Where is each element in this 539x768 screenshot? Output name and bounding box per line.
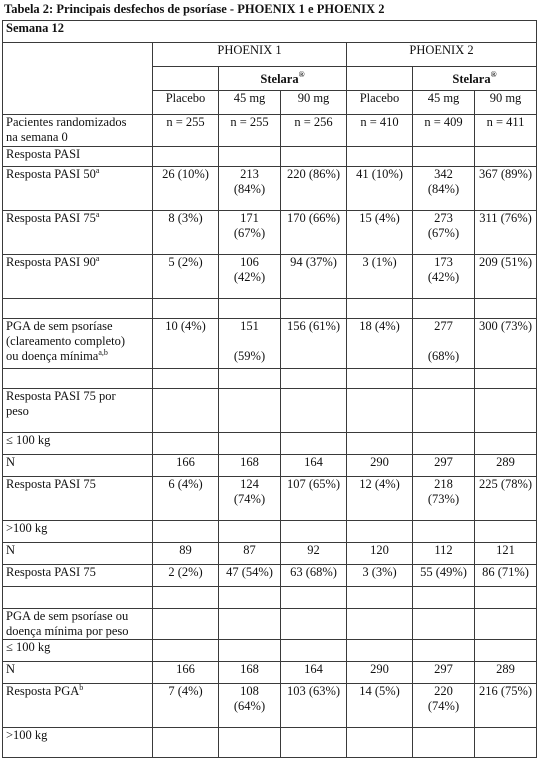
row-le100 — [3, 433, 537, 455]
row-label: Pacientes randomizados na semana 0 — [3, 115, 153, 147]
table-cell: 5 (2%) — [153, 255, 219, 299]
drug-header-1 — [219, 67, 347, 91]
header-row-studies — [3, 43, 537, 67]
row-pasi75-gt100 — [3, 565, 537, 587]
table-cell: 216 (75%) — [475, 684, 537, 728]
row-pasi75 — [3, 211, 537, 255]
table-cell: n = 255 — [153, 115, 219, 147]
table-cell: n = 409 — [413, 115, 475, 147]
week-label: Semana 12 — [3, 21, 537, 43]
table-cell: 171 (67%) — [219, 211, 281, 255]
study-phoenix-2: PHOENIX 2 — [347, 43, 537, 67]
drug-header-2 — [413, 67, 537, 91]
table-cell: n = 411 — [475, 115, 537, 147]
table-cell: n = 255 — [219, 115, 281, 147]
table-cell: 6 (4%) — [153, 477, 219, 521]
table-cell: n = 256 — [281, 115, 347, 147]
table-cell: 121 — [475, 543, 537, 565]
table-cell: 26 (10%) — [153, 167, 219, 211]
table-cell: 213 (84%) — [219, 167, 281, 211]
row-label: PGA de sem psoríase ou doença mínima por peso — [3, 609, 153, 640]
table-cell: 89 — [153, 543, 219, 565]
drug-name: Stelara — [452, 72, 491, 86]
row-pga-n-le100 — [3, 662, 537, 684]
table-cell: 15 (4%) — [347, 211, 413, 255]
table-cell: 92 — [281, 543, 347, 565]
table-cell: 87 — [219, 543, 281, 565]
table-cell: 173 (42%) — [413, 255, 475, 299]
row-label: Resposta PASI — [3, 147, 153, 167]
row-n-gt100 — [3, 543, 537, 565]
table-cell: 3 (1%) — [347, 255, 413, 299]
col-header-90mg: 90 mg — [281, 91, 347, 115]
table-cell: 273 (67%) — [413, 211, 475, 255]
row-pga — [3, 319, 537, 369]
table-cell: 170 (66%) — [281, 211, 347, 255]
table-cell: 166 — [153, 662, 219, 684]
row-label: Resposta PASI 75 — [3, 565, 153, 587]
row-n-le100 — [3, 455, 537, 477]
table-cell: 94 (37%) — [281, 255, 347, 299]
table-cell: 300 (73%) — [475, 319, 537, 369]
table-cell: 7 (4%) — [153, 684, 219, 728]
spacer-row — [3, 369, 537, 389]
table-cell: 311 (76%) — [475, 211, 537, 255]
col-header-90mg: 90 mg — [475, 91, 537, 115]
col-header-45mg: 45 mg — [219, 91, 281, 115]
table-cell: 220 (86%) — [281, 167, 347, 211]
table-cell: 63 (68%) — [281, 565, 347, 587]
table-cell: 209 (51%) — [475, 255, 537, 299]
study-phoenix-1: PHOENIX 1 — [153, 43, 347, 67]
table-cell: 12 (4%) — [347, 477, 413, 521]
spacer-row — [3, 299, 537, 319]
table-cell: 166 — [153, 455, 219, 477]
table-cell: 14 (5%) — [347, 684, 413, 728]
table-cell: 168 — [219, 455, 281, 477]
row-label: Resposta PASI 75$^a$ — [3, 211, 153, 255]
table-cell: 164 — [281, 455, 347, 477]
table-cell: 3 (3%) — [347, 565, 413, 587]
table-cell: 289 — [475, 455, 537, 477]
table-cell: 156 (61%) — [281, 319, 347, 369]
table-cell: 47 (54%) — [219, 565, 281, 587]
table-cell: 8 (3%) — [153, 211, 219, 255]
table-cell: 289 — [475, 662, 537, 684]
row-pasi75-le100 — [3, 477, 537, 521]
placebo-top-blank-1 — [153, 67, 219, 91]
registered-mark: ® — [298, 70, 305, 79]
row-pga-gt100 — [3, 728, 537, 758]
placebo-top-blank-2 — [347, 67, 413, 91]
table-cell: 106 (42%) — [219, 255, 281, 299]
spacer-row — [3, 587, 537, 609]
row-label: Resposta PASI 90$^a$ — [3, 255, 153, 299]
row-pasi50 — [3, 167, 537, 211]
table-cell: 108 (64%) — [219, 684, 281, 728]
table-cell: 10 (4%) — [153, 319, 219, 369]
table-title: Tabela 2: Principais desfechos de psoríase - PHOENIX 1 e PHOENIX 2 — [4, 2, 385, 16]
row-label: Resposta PGA$^b$ — [3, 684, 153, 728]
table-cell: 120 — [347, 543, 413, 565]
row-pasi90 — [3, 255, 537, 299]
row-randomized — [3, 115, 537, 147]
table-cell: 2 (2%) — [153, 565, 219, 587]
row-label: N — [3, 455, 153, 477]
row-pasi-weight — [3, 389, 537, 433]
row-label: Resposta PASI 75 — [3, 477, 153, 521]
table-cell: 86 (71%) — [475, 565, 537, 587]
table-cell: 367 (89%) — [475, 167, 537, 211]
row-label: >100 kg — [3, 521, 153, 543]
row-pasi-heading — [3, 147, 537, 167]
header-blank — [3, 43, 153, 115]
table-cell: 107 (65%) — [281, 477, 347, 521]
table-cell: 103 (63%) — [281, 684, 347, 728]
table-cell: 290 — [347, 662, 413, 684]
col-header-45mg: 45 mg — [413, 91, 475, 115]
table-cell: 277 (68%) — [413, 319, 475, 369]
row-label: >100 kg — [3, 728, 153, 758]
registered-mark: ® — [490, 70, 497, 79]
table-cell: 168 — [219, 662, 281, 684]
table-cell: 55 (49%) — [413, 565, 475, 587]
row-pga-resp-le100 — [3, 684, 537, 728]
row-label: N — [3, 662, 153, 684]
table-cell: 151 (59%) — [219, 319, 281, 369]
row-pga-weight — [3, 609, 537, 640]
table-cell: 220 (74%) — [413, 684, 475, 728]
row-pga-le100 — [3, 640, 537, 662]
table-cell: 297 — [413, 662, 475, 684]
row-label: ≤ 100 kg — [3, 640, 153, 662]
table-cell: 297 — [413, 455, 475, 477]
table-cell: 225 (78%) — [475, 477, 537, 521]
table-cell: 41 (10%) — [347, 167, 413, 211]
table-cell: 112 — [413, 543, 475, 565]
row-label: PGA de sem psoríase (clareamento completo) ou doença mínima$^{a,b}$ — [3, 319, 153, 369]
table-cell: 18 (4%) — [347, 319, 413, 369]
col-header-placebo: Placebo — [347, 91, 413, 115]
table-cell: 342 (84%) — [413, 167, 475, 211]
drug-name: Stelara — [260, 72, 299, 86]
table-cell: 124 (74%) — [219, 477, 281, 521]
row-gt100 — [3, 521, 537, 543]
row-label: ≤ 100 kg — [3, 433, 153, 455]
col-header-placebo: Placebo — [153, 91, 219, 115]
results-table — [2, 20, 537, 758]
table-cell: 290 — [347, 455, 413, 477]
header-row-week — [3, 21, 537, 43]
row-label: Resposta PASI 50$^a$ — [3, 167, 153, 211]
row-label: N — [3, 543, 153, 565]
table-cell: 164 — [281, 662, 347, 684]
row-label: Resposta PASI 75 por peso — [3, 389, 153, 433]
table-cell: 218 (73%) — [413, 477, 475, 521]
table-cell: n = 410 — [347, 115, 413, 147]
